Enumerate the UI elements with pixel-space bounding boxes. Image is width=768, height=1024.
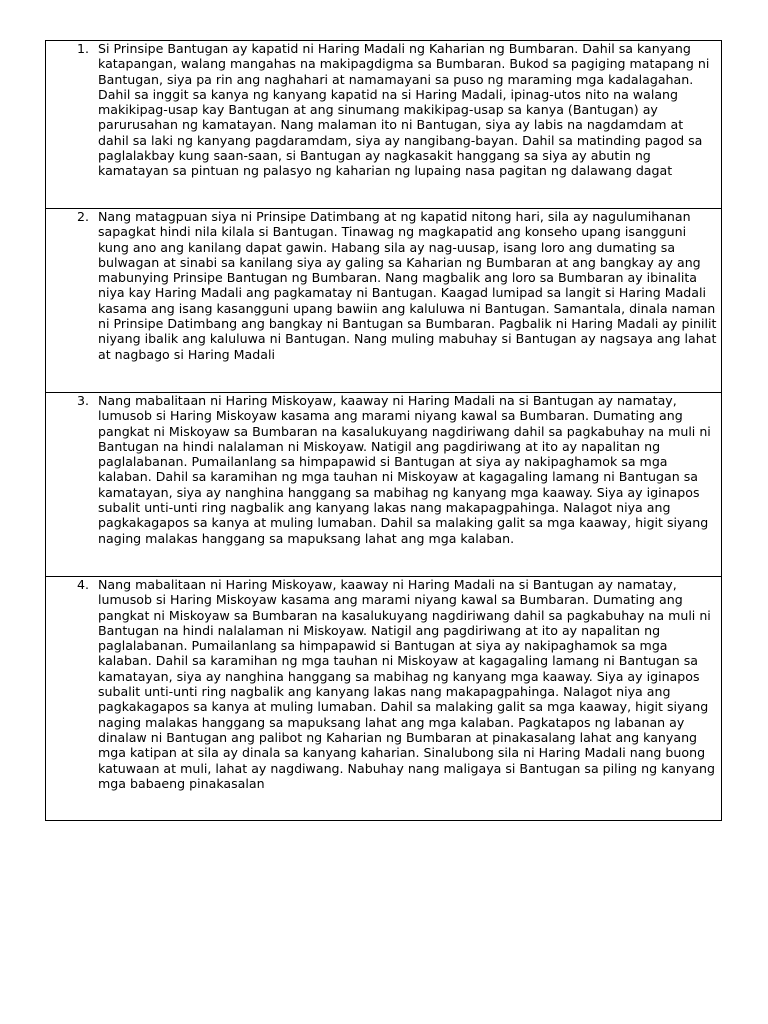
item-text: Si Prinsipe Bantugan ay kapatid ni Haring Madali ng Kaharian ng Bumbaran. Dahil sa kanyang katapangan, walang mangahas na makipagdigma sa Bumbaran. Bukod sa pagiging matapang ni Bantugan, siya pa rin ang naghahari at namamayani sa puso ng maraming mga kadalagahan. Dahil sa inggit sa kanya ng kanyang kapatid na si Haring Madali, ipinag-utos nito na walang makikipag-usap kay Bantugan at ang sinumang makikipag-usap sa kanya (Bantugan) ay parurusahan ng kamatayan. Nang malaman ito ni Bantugan, siya ay labis na nagdamdam at dahil sa laki ng kanyang pagdaramdam, siya ay nangibang-bayan. Dahil sa matinding pagod sa paglalakbay kung saan-saan, si Bantugan ay nagkasakit hanggang sa siya ay abutin ng kamatayan sa pintuan ng palasyo ng kaharian ng lupaing nasa pagitan ng dalawang dagat bbox=[98, 41, 710, 179]
item-number: 2. bbox=[77, 209, 90, 224]
table-row bbox=[46, 393, 722, 577]
item-number: 1. bbox=[77, 41, 90, 56]
summary-table bbox=[45, 40, 722, 821]
table-cell bbox=[46, 393, 722, 577]
table-cell bbox=[46, 577, 722, 821]
item-text: Nang matagpuan siya ni Prinsipe Datimbang at ng kapatid nitong hari, sila ay nagulumihanan sapagkat hindi nila kilala si Bantugan. Tinawag ng magkapatid ang konseho upang isangguni kung ano ang kanilang dapat gawin. Habang sila ay nag-uusap, isang loro ang dumating sa bulwagan at sinabi sa kanilang siya ay galing sa Kaharian ng Bumbaran at ang bangkay ay ang mabunying Prinsipe Bantugan ng Bumbaran. Nang magbalik ang loro sa Bumbaran ay ibinalita niya kay Haring Madali ang pagkamatay ni Bantugan. Kaagad lumipad sa langit si Haring Madali kasama ang isang kasangguni upang bawiin ang kaluluwa ni Bantugan. Samantala, dinala naman ni Prinsipe Datimbang ang bangkay ni Bantugan sa Bumbaran. Pagbalik ni Haring Madali ay pinilit niyang ibalik ang kaluluwa ni Bantugan. Nang muling mabuhay si Bantugan ay nagsaya ang lahat at nagbago si Haring Madali bbox=[98, 209, 717, 362]
table-row bbox=[46, 209, 722, 393]
item-number: 3. bbox=[77, 393, 90, 408]
table-cell bbox=[46, 209, 722, 393]
item-number: 4. bbox=[77, 577, 90, 592]
table-row bbox=[46, 41, 722, 209]
item-text: Nang mabalitaan ni Haring Miskoyaw, kaaway ni Haring Madali na si Bantugan ay namatay, lumusob si Haring Miskoyaw kasama ang marami niyang kawal sa Bumbaran. Dumating ang pangkat ni Miskoyaw sa Bumbaran na kasalukuyang nagdiriwang dahil sa pagkabuhay na muli ni Bantugan na hindi nalalaman ni Miskoyaw. Natigil ang pagdiriwang at ito ay napalitan ng paglalabanan. Pumailanlang sa himpapawid si Bantugan at siya ay nakipaghamok sa mga kalaban. Dahil sa karamihan ng mga tauhan ni Miskoyaw at kagagaling lamang ni Bantugan sa kamatayan, siya ay nanghina hanggang sa mabihag ng kanyang mga kaaway. Siya ay iginapos subalit unti-unti ring nagbalik ang kanyang lakas nang makapagpahinga. Nalagot niya ang pagkakagapos sa kanya at muling lumaban. Dahil sa malaking galit sa mga kaaway, higit siyang naging malakas hanggang sa mapuksang lahat ang mga kalaban. bbox=[98, 393, 711, 546]
table-cell bbox=[46, 41, 722, 209]
item-text: Nang mabalitaan ni Haring Miskoyaw, kaaway ni Haring Madali na si Bantugan ay namatay, lumusob si Haring Miskoyaw kasama ang marami niyang kawal sa Bumbaran. Dumating ang pangkat ni Miskoyaw sa Bumbaran na kasalukuyang nagdiriwang dahil sa pagkabuhay na muli ni Bantugan na hindi nalalaman ni Miskoyaw. Natigil ang pagdiriwang at ito ay napalitan ng paglalabanan. Pumailanlang sa himpapawid si Bantugan at siya ay nakipaghamok sa mga kalaban. Dahil sa karamihan ng mga tauhan ni Miskoyaw at kagagaling lamang ni Bantugan sa kamatayan, siya ay nanghina hanggang sa mabihag ng kanyang mga kaaway. Siya ay iginapos subalit unti-unti ring nagbalik ang kanyang lakas nang makapagpahinga. Nalagot niya ang pagkakagapos sa kanya at muling lumaban. Dahil sa malaking galit sa mga kaaway, higit siyang naging malakas hanggang sa mapuksang lahat ang mga kalaban. Pagkatapos ng labanan ay dinalaw ni Bantugan ang palibot ng Kaharian ng Bumbaran at pinakasalang lahat ang kanyang mga katipan at sila ay dinala sa kanyang kaharian. Sinalubong sila ni Haring Madali nang buong katuwaan at muli, lahat ay nagdiwang. Nabuhay nang maligaya si Bantugan sa piling ng kanyang mga babaeng pinakasalan bbox=[98, 577, 716, 791]
table-row bbox=[46, 577, 722, 821]
